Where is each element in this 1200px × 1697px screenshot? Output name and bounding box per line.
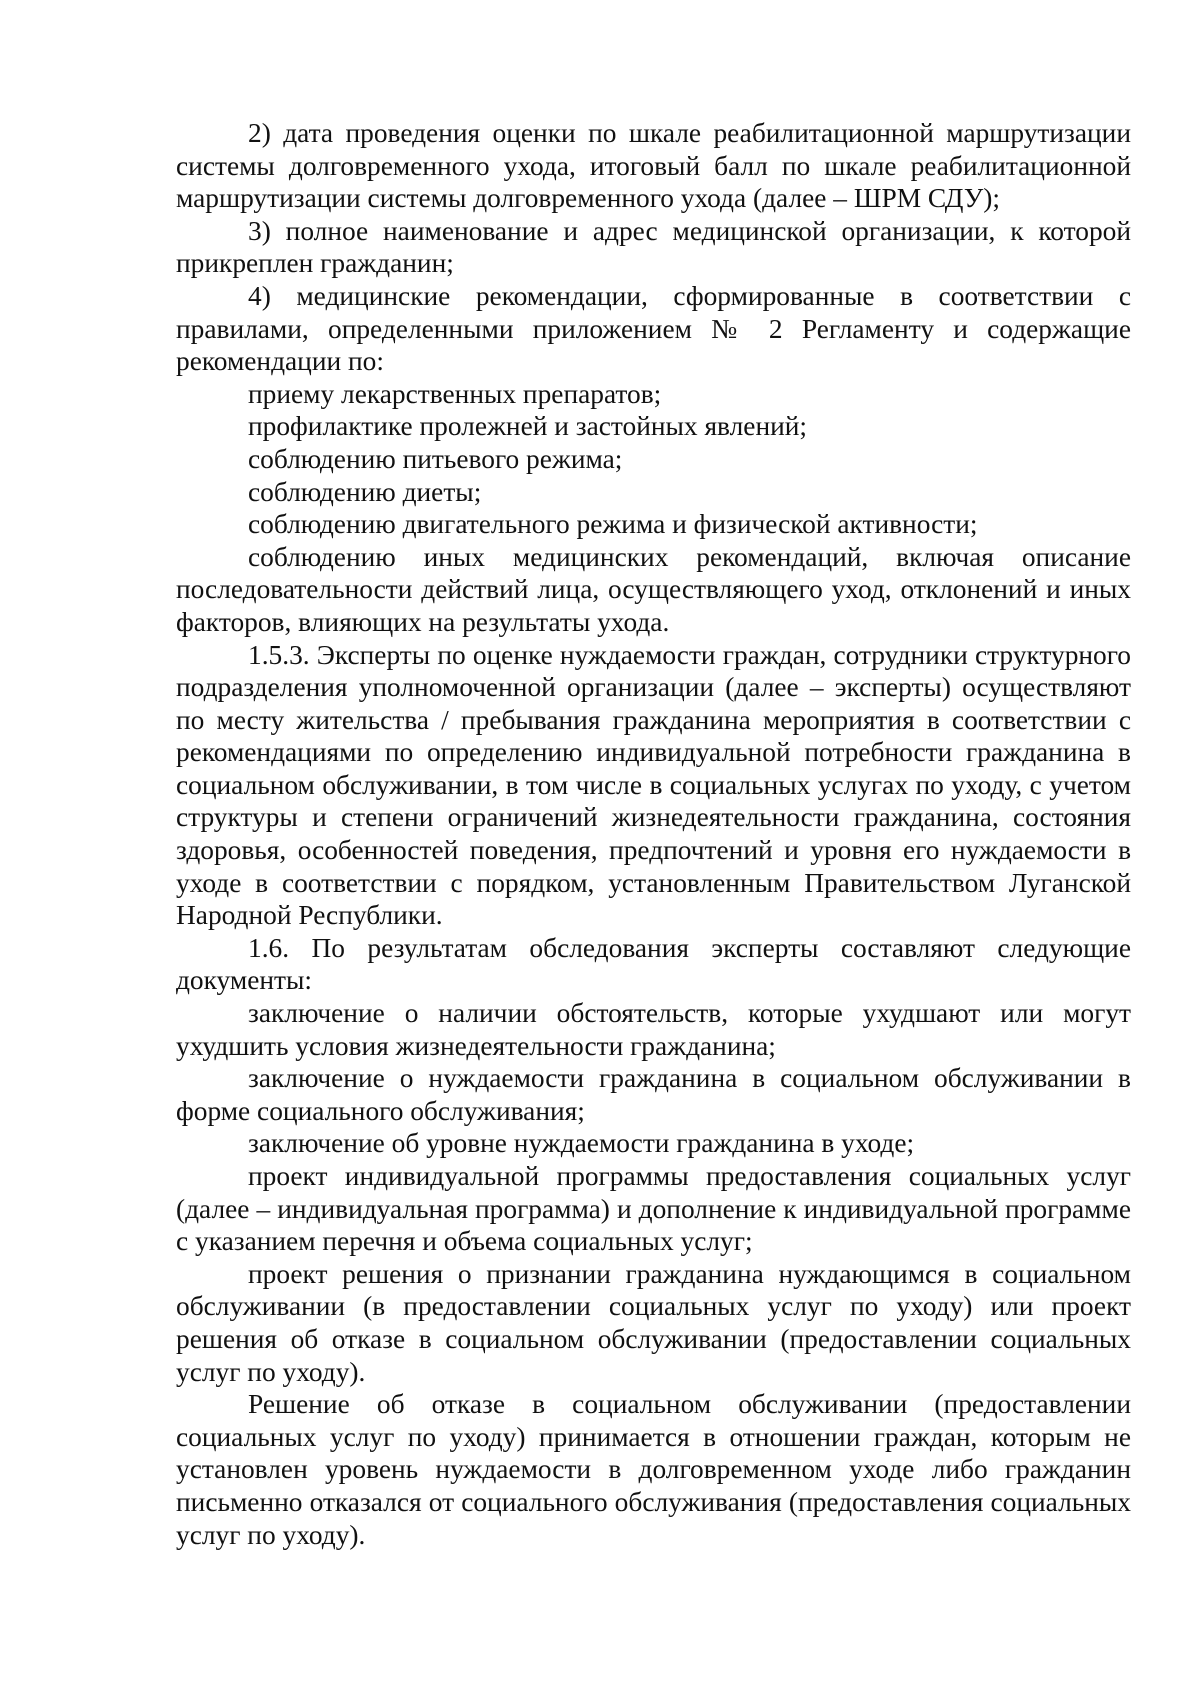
- document-individual-program: проект индивидуальной программы предоставления социальных услуг (далее – индивидуальная программа) и дополнение к индивидуальной программе с указанием перечня и объема социальных услуг;: [176, 1161, 1131, 1257]
- recommendation-drinking-regime: соблюдению питьевого режима;: [248, 443, 623, 474]
- recommendation-other: соблюдению иных медицинских рекомендаций, включая описание последовательности действий лица, осуществляющего уход, отклонений и иных факторов, влияющих на результаты ухода.: [176, 541, 1131, 637]
- recommendation-diet: соблюдению диеты;: [248, 476, 482, 507]
- refusal-decision-paragraph: Решение об отказе в социальном обслуживании (предоставлении социальных услуг по уходу) принимается в отношении граждан, которым не установлен уровень нуждаемости в долговременном уходе либо гражданин письменно отказался от социального обслуживания (предоставления социальных услуг по уходу).: [176, 1389, 1131, 1550]
- document-body: [176, 117, 1131, 1551]
- paragraph-item-4: 4) медицинские рекомендации, сформированные в соответствии с правилами, определенными приложением № 2 Регламенту и содержащие рекомендации по:: [176, 280, 1131, 377]
- document-conclusion-circumstances: заключение о наличии обстоятельств, которые ухудшают или могут ухудшить условия жизнедеятельности гражданина;: [176, 998, 1131, 1061]
- recommendation-medication: приему лекарственных препаратов;: [248, 378, 662, 409]
- recommendation-motor-regime: соблюдению двигательного режима и физической активности;: [248, 509, 978, 540]
- recommendation-bedsore-prevention: профилактике пролежней и застойных явлений;: [248, 411, 808, 442]
- paragraph-item-2: 2) дата проведения оценки по шкале реабилитационной маршрутизации системы долговременного ухода, итоговый балл по шкале реабилитационной маршрутизации системы долговременного ухода (далее – ШРМ СДУ);: [176, 118, 1131, 214]
- paragraph-item-3: 3) полное наименование и адрес медицинской организации, к которой прикреплен гражданин;: [176, 215, 1131, 279]
- section-1-6: 1.6. По результатам обследования эксперты составляют следующие документы:: [176, 932, 1131, 996]
- document-conclusion-care-level: заключение об уровне нуждаемости гражданина в уходе;: [248, 1128, 915, 1159]
- document-conclusion-need: заключение о нуждаемости гражданина в социальном обслуживании в форме социального обслуживания;: [176, 1063, 1131, 1126]
- section-1-5-3: 1.5.3. Эксперты по оценке нуждаемости граждан, сотрудники структурного подразделения уполномоченной организации (далее – эксперты) осуществляют по месту жительства / пребывания гражданина мероприятия в соответствии с рекомендациями по определению индивидуальной потребности гражданина в социальном обслуживании, в том числе в социальных услугах по уходу, с учетом структуры и степени ограничений жизнедеятельности гражданина, состояния здоровья, особенностей поведения, предпочтений и уровня его нуждаемости в уходе в соответствии с порядком, установленным Правительством Луганской Народной Республики.: [176, 639, 1131, 931]
- document-decision-draft: проект решения о признании гражданина нуждающимся в социальном обслуживании (в предоставлении социальных услуг по уходу) или проект решения об отказе в социальном обслуживании (предоставлении социальных услуг по уходу).: [176, 1258, 1131, 1387]
